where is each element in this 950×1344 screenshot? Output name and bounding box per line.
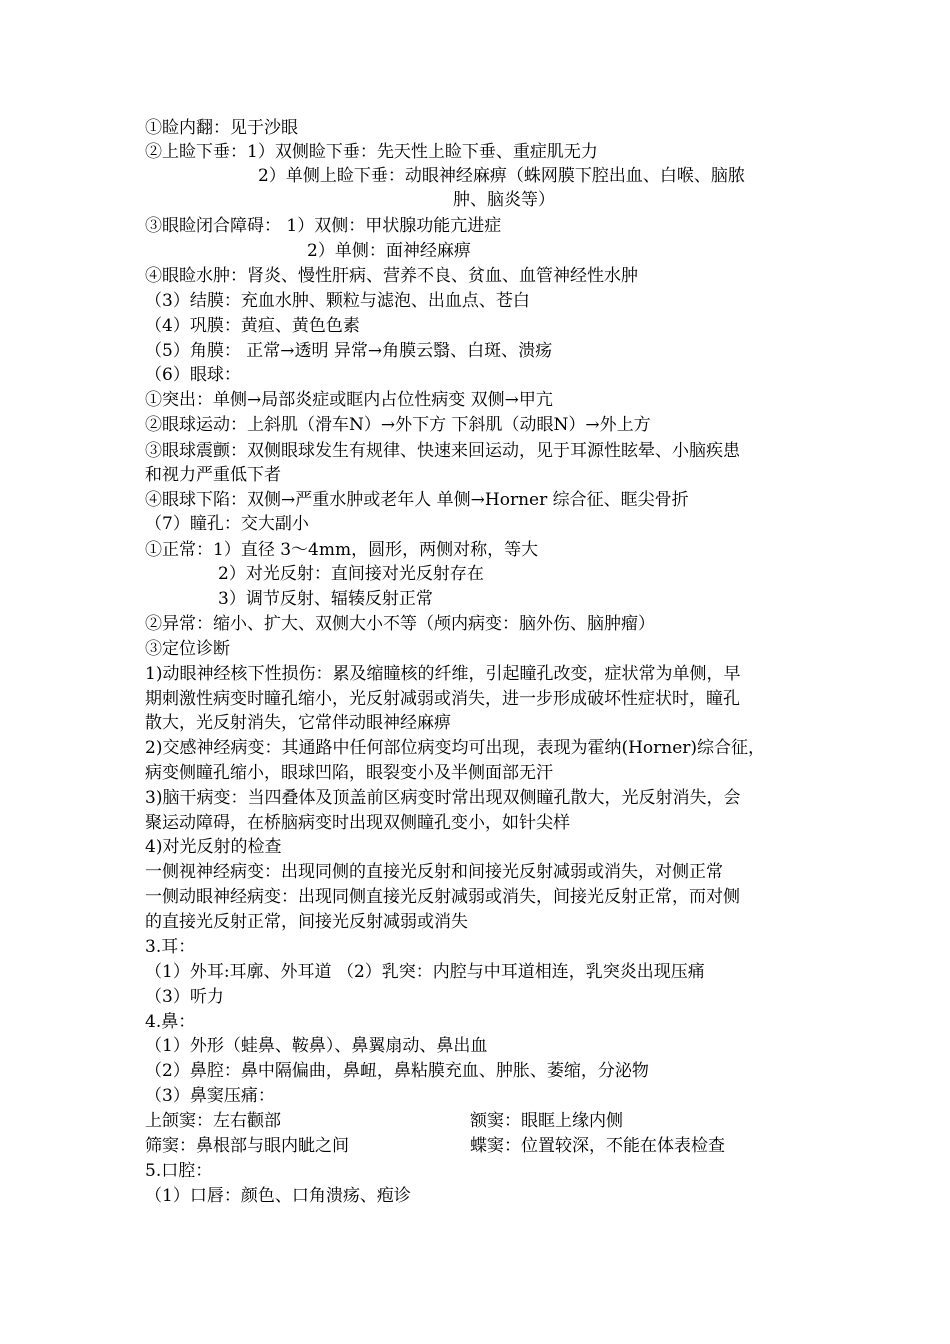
text-line: ②异常：缩小、扩大、双侧大小不等（颅内病变：脑外伤、脑肿瘤）: [145, 614, 655, 634]
text-line: 肿、脑炎等）: [453, 190, 555, 210]
text-line: ①正常：1）直径 3～4mm，圆形，两侧对称，等大: [145, 540, 539, 560]
text-line: ①睑内翻：见于沙眼: [145, 118, 298, 138]
text-line: 3)脑干病变：当四叠体及顶盖前区病变时常出现双侧瞳孔散大，光反射消失，会: [145, 788, 741, 808]
text-line: ③定位诊断: [145, 639, 230, 659]
text-line: （1）外形（蛙鼻、鞍鼻）、鼻翼扇动、鼻出血: [145, 1036, 488, 1056]
text-line: ②上睑下垂：1）双侧睑下垂：先天性上睑下垂、重症肌无力: [145, 142, 598, 162]
text-line: （3）鼻窦压痛：: [145, 1086, 275, 1106]
text-line: ③眼球震颤：双侧眼球发生有规律、快速来回运动，见于耳源性眩晕、小脑疾患: [145, 441, 740, 461]
text-line: （2）鼻腔：鼻中隔偏曲，鼻衄，鼻粘膜充血、肿胀、萎缩，分泌物: [145, 1061, 649, 1081]
text-line: ①突出：单侧→局部炎症或眶内占位性病变 双侧→甲亢: [145, 390, 553, 410]
text-line: 2）单侧：面神经麻痹: [307, 241, 471, 261]
text-line: 2）单侧上睑下垂：动眼神经麻痹（蛛网膜下腔出血、白喉、脑脓: [258, 166, 745, 186]
text-line: 额窦：眼眶上缘内侧: [470, 1111, 623, 1131]
text-line: （6）眼球：: [145, 365, 241, 385]
text-line: 上颌窦：左右颧部: [145, 1111, 281, 1131]
text-line: ④眼球下陷：双侧→严重水肿或老年人 单侧→Horner 综合征、眶尖骨折: [145, 490, 689, 510]
text-line: 病变侧瞳孔缩小，眼球凹陷，眼裂变小及半侧面部无汗: [145, 763, 553, 783]
text-line: （1）外耳:耳廓、外耳道 （2）乳突：内腔与中耳道相连，乳突炎出现压痛: [145, 962, 705, 982]
text-line: （3）结膜：充血水肿、颗粒与滤泡、出血点、苍白: [145, 291, 530, 311]
text-line: 5.口腔：: [145, 1161, 213, 1181]
text-line: 期刺激性病变时瞳孔缩小，光反射减弱或消失，进一步形成破坏性症状时，瞳孔: [145, 689, 740, 709]
text-line: （3）听力: [145, 987, 224, 1007]
text-line: （7）瞳孔：交大副小: [145, 514, 309, 534]
text-line: 一侧动眼神经病变：出现同侧直接光反射减弱或消失，间接光反射正常，而对侧: [145, 887, 740, 907]
text-line: 4)对光反射的检查: [145, 837, 282, 857]
text-line: 和视力严重低下者: [145, 465, 281, 485]
text-line: 2）对光反射：直间接对光反射存在: [218, 564, 484, 584]
text-line: 2)交感神经病变：其通路中任何部位病变均可出现，表现为霍纳(Horner)综合征，: [145, 738, 766, 758]
text-line: （5）角膜： 正常→透明 异常→角膜云翳、白斑、溃疡: [145, 341, 553, 361]
text-line: 3.耳：: [145, 937, 196, 957]
text-line: 1)动眼神经核下性损伤：累及缩瞳核的纤维，引起瞳孔改变，症状常为单侧，早: [145, 664, 741, 684]
text-line: 筛窦：鼻根部与眼内眦之间: [145, 1136, 349, 1156]
text-line: ③眼睑闭合障碍： 1）双侧：甲状腺功能亢进症: [145, 216, 502, 236]
text-line: 散大，光反射消失，它常伴动眼神经麻痹: [145, 713, 451, 733]
text-line: ②眼球运动：上斜肌（滑车N）→外下方 下斜肌（动眼N）→外上方: [145, 415, 651, 435]
text-line: 3）调节反射、辐辏反射正常: [218, 589, 433, 609]
text-line: ④眼睑水肿：肾炎、慢性肝病、营养不良、贫血、血管神经性水肿: [145, 266, 638, 286]
text-line: （1）口唇：颜色、口角溃疡、疱诊: [145, 1186, 411, 1206]
text-line: 4.鼻：: [145, 1012, 196, 1032]
text-line: 的直接光反射正常，间接光反射减弱或消失: [145, 912, 468, 932]
text-line: 一侧视神经病变：出现同侧的直接光反射和间接光反射减弱或消失，对侧正常: [145, 862, 723, 882]
text-line: 聚运动障碍，在桥脑病变时出现双侧瞳孔变小，如针尖样: [145, 813, 570, 833]
text-line: 蝶窦：位置较深，不能在体表检查: [470, 1136, 725, 1156]
text-line: （4）巩膜：黄疸、黄色色素: [145, 316, 360, 336]
